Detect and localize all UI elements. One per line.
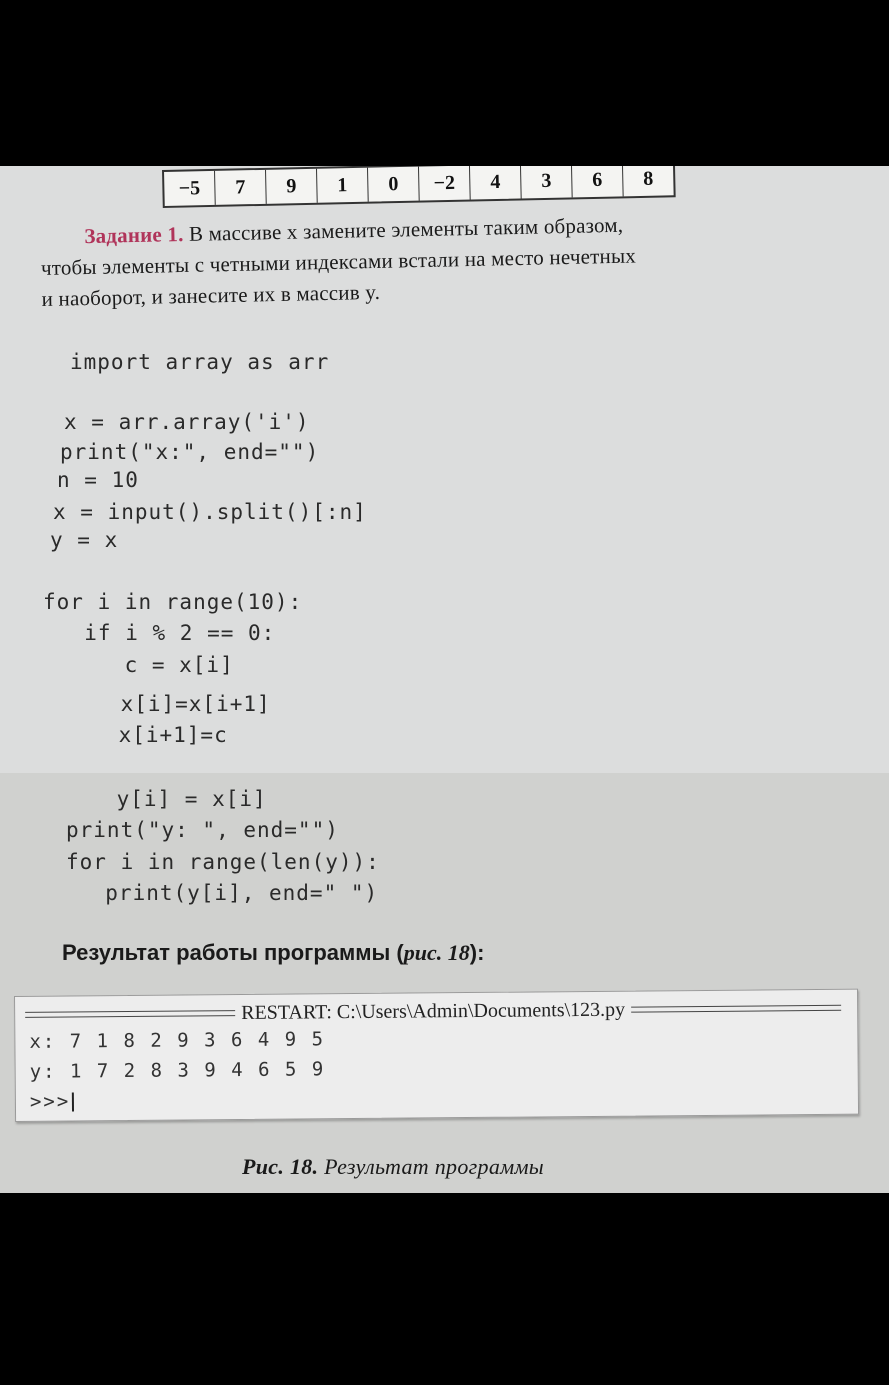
figure-caption-text: Результат программы	[324, 1154, 545, 1179]
array-cell: 8	[643, 167, 654, 190]
array-cell: 3	[521, 166, 573, 198]
result-heading-tail: ):	[469, 940, 485, 965]
code-line: x[i+1]=c	[64, 723, 228, 747]
text-cursor	[72, 1092, 74, 1111]
code-line: x = arr.array('i')	[64, 410, 310, 434]
code-line: for i in range(len(y)):	[66, 850, 380, 874]
code-line: x[i]=x[i+1]	[66, 692, 271, 716]
array-cell: −2	[419, 166, 471, 201]
array-cell: 9	[266, 169, 318, 204]
array-cell: −5	[164, 171, 216, 206]
code-line: c = x[i]	[70, 653, 234, 677]
restart-path: RESTART: C:\Users\Admin\Documents\123.py	[241, 998, 626, 1024]
array-cell: 6	[572, 166, 624, 197]
task-statement	[40, 205, 842, 315]
code-line: y[i] = x[i]	[62, 787, 267, 811]
banner-rule-right	[631, 1005, 841, 1013]
code-line: import array as arr	[70, 350, 330, 374]
banner-rule-left	[25, 1010, 235, 1018]
shell-output-x: x: 7 1 8 2 9 3 6 4 9 5	[29, 1028, 326, 1053]
array-cell: 7	[215, 170, 267, 205]
array-cell: 1	[317, 168, 369, 203]
code-line: print(y[i], end=" ")	[78, 881, 379, 905]
code-line: print("y: ", end="")	[66, 818, 339, 842]
shell-output-y: y: 1 7 2 8 3 9 4 6 5 9	[29, 1058, 326, 1083]
task-label: Задание 1.	[84, 221, 184, 249]
array-cell: 0	[368, 167, 420, 202]
shell-prompt: >>>	[29, 1090, 71, 1113]
task-line: и наоборот, и занесите их в массив y.	[41, 279, 381, 311]
figure-reference: рис. 18	[403, 940, 470, 965]
task-line: чтобы элементы с четными индексами встали на место нечетных	[40, 243, 637, 280]
task-text: В массиве x замените элементы таким образом,	[188, 212, 624, 246]
textbook-page	[0, 166, 889, 1193]
code-line: y = x	[50, 528, 119, 552]
code-line: if i % 2 == 0:	[57, 621, 276, 645]
shell-prompt-line[interactable]	[30, 1090, 75, 1112]
code-line: x = input().split()[:n]	[53, 500, 367, 524]
figure-number: Рис. 18.	[242, 1154, 319, 1179]
python-shell-output	[14, 989, 859, 1122]
code-line: print("x:", end="")	[60, 440, 320, 464]
figure-caption	[242, 1154, 544, 1180]
array-cell: 4	[470, 166, 522, 200]
array-table	[162, 166, 676, 208]
code-line: for i in range(10):	[43, 590, 303, 614]
code-line: n = 10	[57, 468, 139, 492]
result-heading	[62, 940, 484, 966]
result-heading-text: Результат работы программы (	[62, 940, 404, 965]
shell-restart-banner	[25, 996, 841, 1027]
